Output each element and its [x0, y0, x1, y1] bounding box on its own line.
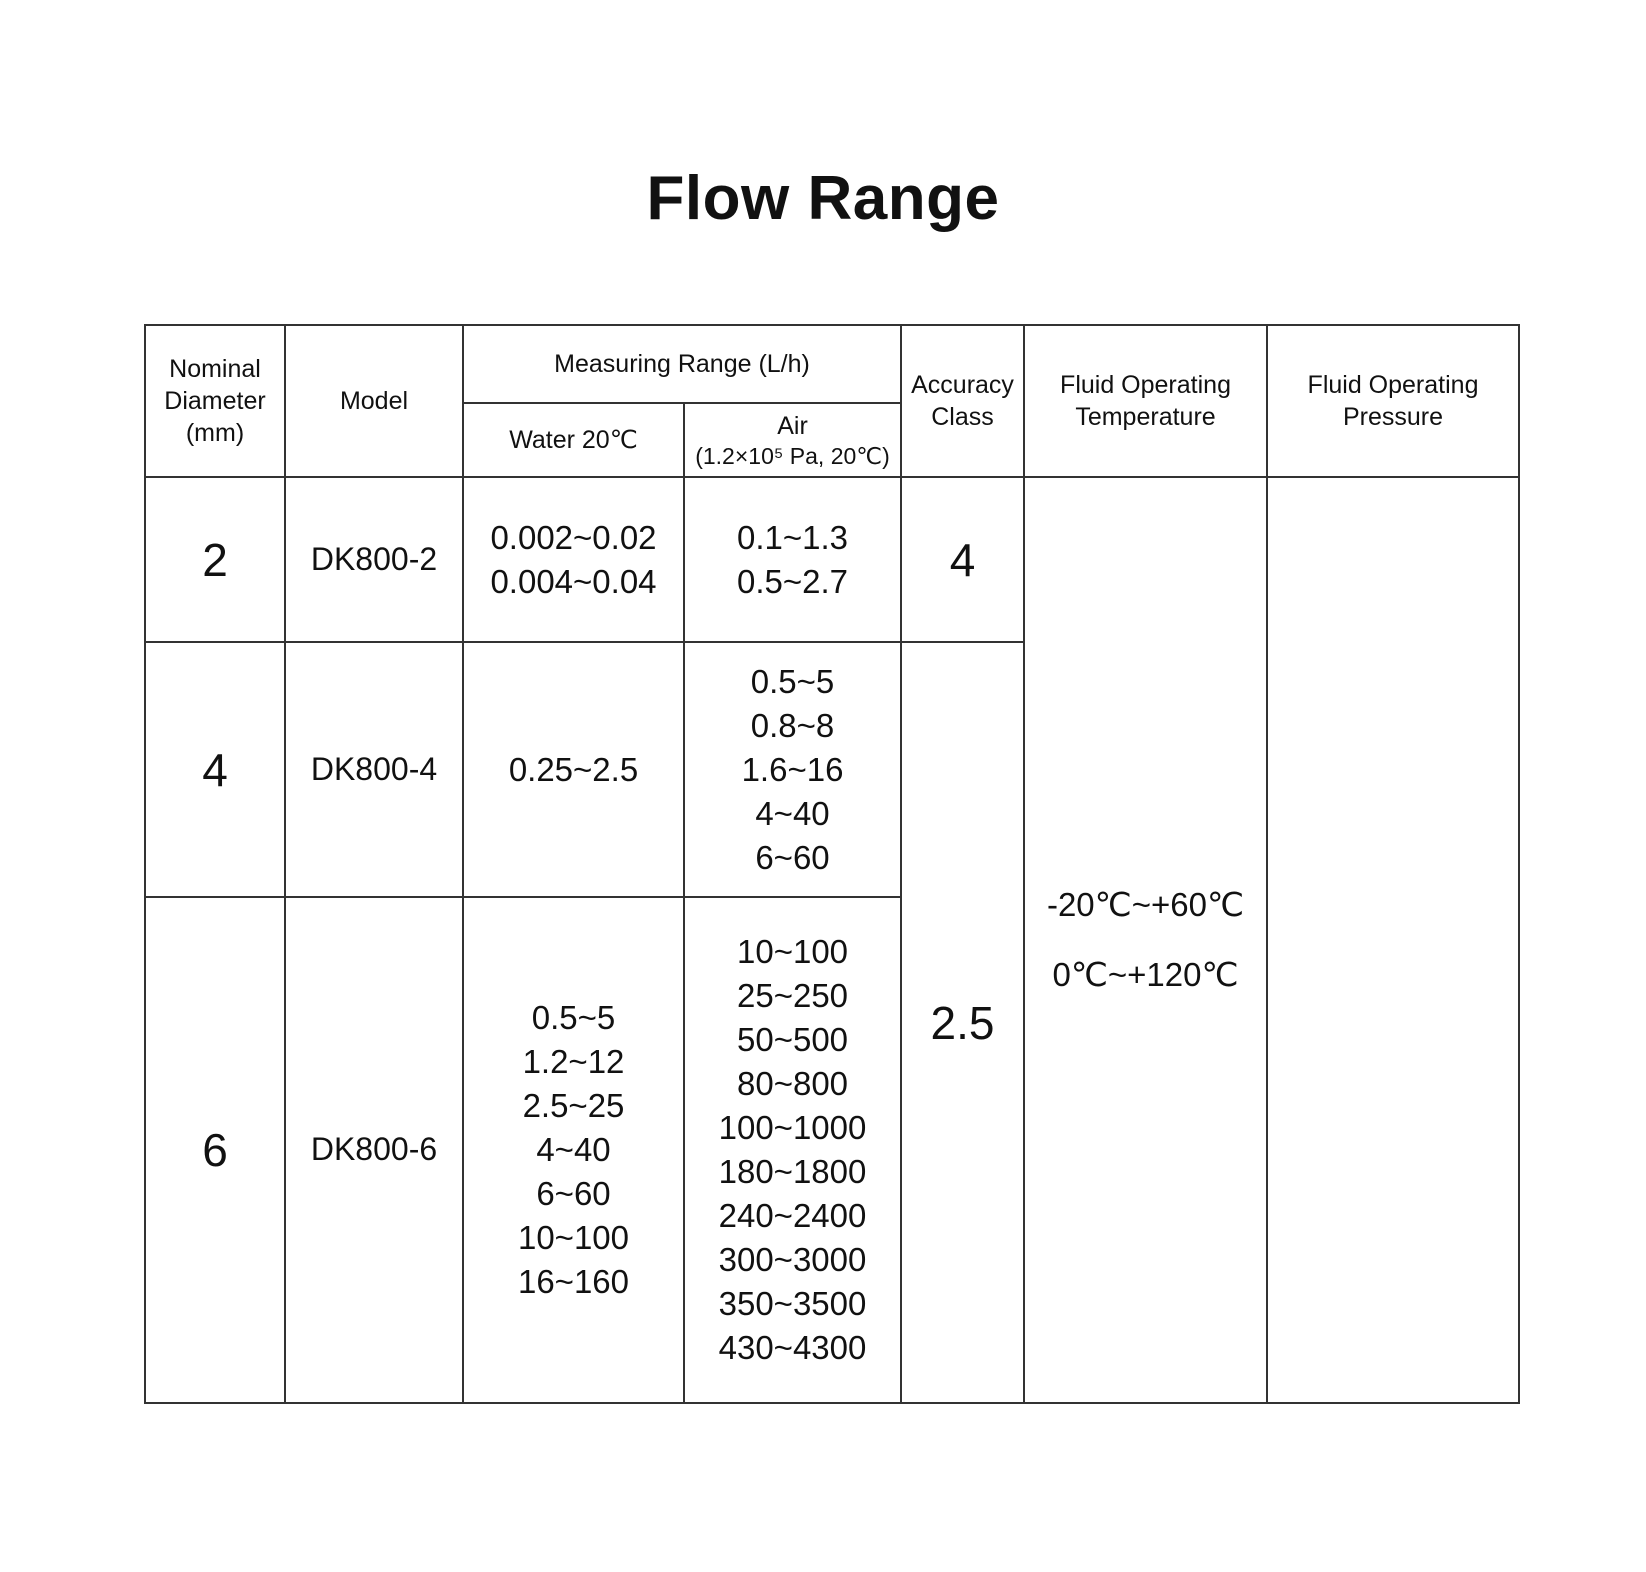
- nominal-diameter-cell: 2: [145, 477, 285, 642]
- model-header: Model: [285, 325, 463, 477]
- nominal-diameter-cell: 4: [145, 642, 285, 897]
- nominal-diameter-header: Nominal Diameter (mm): [145, 325, 285, 477]
- water-header: Water 20℃: [463, 403, 684, 477]
- accuracy-class-cell: 2.5: [901, 642, 1024, 1403]
- air-range-cell: 0.5~5 0.8~8 1.6~16 4~40 6~60: [684, 642, 901, 897]
- water-range-cell: 0.5~5 1.2~12 2.5~25 4~40 6~60 10~100 16~160: [463, 897, 684, 1403]
- fluid-temperature-cell: -20℃~+60℃ 0℃~+120℃: [1024, 477, 1267, 1403]
- fluid-pressure-cell: [1267, 477, 1519, 1403]
- accuracy-class-header: Accuracy Class: [901, 325, 1024, 477]
- measuring-range-header: Measuring Range (L/h): [463, 325, 901, 403]
- table-row: [145, 477, 1519, 642]
- air-header: Air (1.2×10⁵ Pa, 20℃): [684, 403, 901, 477]
- air-range-cell: 0.1~1.3 0.5~2.7: [684, 477, 901, 642]
- nominal-diameter-cell: 6: [145, 897, 285, 1403]
- page-title: Flow Range: [646, 164, 1000, 233]
- model-cell: DK800-2: [285, 477, 463, 642]
- model-cell: DK800-4: [285, 642, 463, 897]
- model-cell: DK800-6: [285, 897, 463, 1403]
- header-row-top: [145, 325, 1519, 403]
- water-range-cell: 0.002~0.02 0.004~0.04: [463, 477, 684, 642]
- water-range-cell: 0.25~2.5: [463, 642, 684, 897]
- flow-range-table: [144, 324, 1520, 1404]
- air-range-cell: 10~100 25~250 50~500 80~800 100~1000 180~1800 240~2400 300~3000 350~3500 430~4300: [684, 897, 901, 1403]
- fluid-pressure-header: Fluid Operating Pressure: [1267, 325, 1519, 477]
- accuracy-class-cell: 4: [901, 477, 1024, 642]
- fluid-temperature-header: Fluid Operating Temperature: [1024, 325, 1267, 477]
